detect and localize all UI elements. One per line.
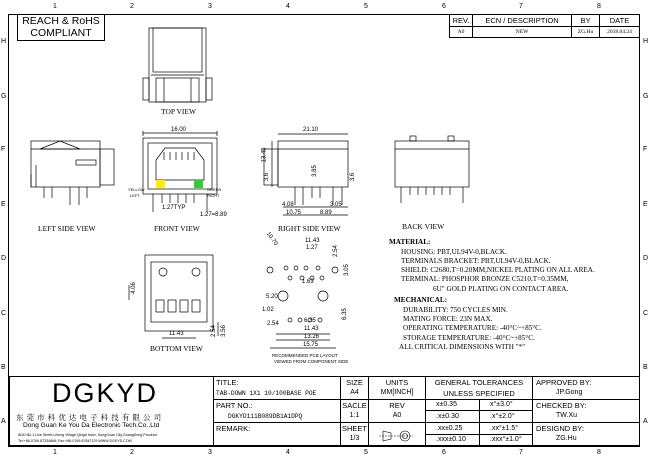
approved-value: JP.Gong [556,389,583,396]
checked-value: TW.Xu [556,412,578,419]
led-label-green: GREEN [207,187,222,192]
mechanical-line-5: ALL CRITICAL DIMENSIONS WITH "*" [399,343,526,351]
desc-value: NEW [473,27,572,38]
dim-pcb-8: 2.54 [267,321,279,327]
tol-linear-2: .xx±0.25 [436,425,463,432]
led-label-left: LEFT [130,193,140,198]
dim-side-c: 3.6 [350,172,357,182]
tol-angular-1: .x°±2.0° [490,413,515,420]
company-name-en: Dong Guan Ke You Da Electronic Tech.Co.,Ltd [23,422,160,429]
led-label-yellow: YELLOW [128,187,145,192]
approved-label: APPROVED BY: [536,378,592,387]
zone-row-c-right: C [643,310,649,317]
dim-side-a: 3.6 [264,172,271,182]
dim-side-d: 4.08 [282,202,294,208]
zone-col-5-bottom: 5 [364,449,368,456]
title-value: TAB-DOWN 1X1 10/100BASE POE [216,390,317,397]
mechanical-line-4: STORAGE TEMPERATURE: -40°C~+85°C. [403,334,535,342]
zone-col-2: 2 [130,3,134,10]
designed-value: ZG.Hu [556,435,577,442]
checked-label: CHECKED BY: [536,401,587,410]
scale-label: SACLE [342,401,367,410]
tol-linear-3: .xxx±0.10 [436,436,466,443]
material-line-1: HOUSING: PBT,UL94V-0,BLACK. [401,248,507,256]
front-view-label: FRONT VIEW [154,224,200,233]
dim-pcb-7: 1.02 [262,307,274,313]
rev-cell [368,399,426,423]
tol-angular-3-cell [479,434,533,446]
dim-pcb-6: 1.63 [302,279,314,285]
yellow-led [156,180,165,188]
tol-linear-1: .x±0.30 [436,413,459,420]
left-side-view-label: LEFT SIDE VIEW [38,224,96,233]
remark-cell [213,422,341,446]
company-logo: DGKYD [52,378,159,408]
rev-value: A0 [450,27,473,38]
zone-col-8: 8 [597,3,601,10]
back-view-label: BACK VIEW [402,222,445,231]
zone-col-4: 4 [286,3,290,10]
material-line-5: 6U" GOLD PLATING ON CONTACT AREA. [433,285,569,293]
zone-row-h: H [1,38,7,45]
zone-row-b-right: B [643,364,648,371]
back-view-drawing [395,136,469,203]
rev-header: REV. [450,15,473,27]
led-label-right: RIGHT [207,193,220,198]
tol-linear-3-cell [425,434,480,446]
scale-value: 1:1 [349,412,360,419]
zone-col-3-bottom: 3 [208,449,212,456]
zone-row-e: E [1,201,6,208]
mechanical-line-3: OPERATING TEMPERATURE: -40°C~+85°C. [403,324,542,332]
zone-col-4-bottom: 4 [286,449,290,456]
zone-col-6-bottom: 6 [442,449,446,456]
dim-pcb-10: 11.43 [304,326,319,332]
zone-row-d-right: D [643,255,649,262]
dim-bottom-d: 3.56 [220,325,227,337]
zone-col-2-bottom: 2 [130,449,134,456]
rev-label: REV [389,401,405,410]
material-line-3: SHIELD: C2680,T=0.20MM,NICKEL PLATING ON ALL AREA. [401,266,595,274]
dim-front-offset: 1.27=8.89 [200,212,227,218]
dim-side-f: 10.75 [286,210,302,216]
pcb-layout-label-2: VIEWED FROM COMPONENT SIDE [274,359,349,364]
bottom-view-label: BOTTOM VIEW [150,344,203,353]
dim-pcb-13: 3.05 [343,264,350,276]
tol-angular-0: x°±3.0° [490,401,513,408]
zone-col-6: 6 [442,3,446,10]
zone-row-f-right: F [643,146,648,153]
scale-cell [340,399,369,423]
designed-label: DESIGND BY: [536,424,584,433]
dim-bottom-b: 11.43 [169,331,184,337]
size-value: A4 [350,389,359,396]
title-label: TITLE: [216,378,239,387]
desc-header: ECN / DESCRIPTION [473,15,572,27]
tolerance-title-cell [425,376,533,400]
by-value: ZG.Hu [572,27,600,38]
dim-side-width: 21.10 [303,127,319,133]
dim-pcb-1: 11.43 [305,238,320,244]
checked-cell [532,399,640,423]
title-cell [213,376,341,400]
dim-side-b: 3.85 [311,165,318,177]
company-address: ADD:No.1 Live Street,Liheng Village,Qingxi town, DongGuan City,GuangDong Province [18,433,158,437]
projection-symbol-icon [369,423,427,447]
zone-row-g-right: G [643,93,649,100]
top-view-label: TOP VIEW [161,107,197,116]
sheet-label: SHEET [341,424,367,433]
zone-col-7-bottom: 7 [519,449,523,456]
zone-row-b: B [1,364,6,371]
green-led [194,180,203,188]
tolerance-title: GENERAL TOLERANCES [434,378,524,387]
dim-pcb-11: 13.26 [304,334,320,340]
sheet-cell [340,422,369,446]
pcb-layout-label-1: RECOMMENDED PCB LAYOUT [272,353,338,358]
dim-side-height: 13.45 [261,147,268,163]
dim-front-width: 16.00 [171,127,187,133]
dim-pcb-12: 15.75 [303,342,319,348]
dim-bottom-a: 4.06 [130,282,137,294]
rev-value-tb: A0 [392,412,402,419]
compliance-line-2: COMPLIANT [30,27,92,39]
zone-row-d: D [1,255,7,262]
zone-col-5: 5 [364,3,368,10]
zone-col-7: 7 [519,3,523,10]
zone-row-g: G [1,93,7,100]
tol-angular-2: .xx°±1.5° [490,425,519,432]
dim-pcb-2: 1.27 [306,245,318,251]
dim-pcb-14: 6.35 [341,308,348,320]
remark-label: REMARK: [216,424,251,433]
left-side-view-drawing [31,141,114,205]
material-line-2: TERMINALS BRACKET: PBT,UL94V-0,BLACK. [401,257,551,265]
zone-col-1: 1 [53,3,57,10]
zone-col-8-bottom: 8 [597,449,601,456]
units-value: MM[INCH] [380,389,414,396]
sheet-value: 1/3 [349,435,360,442]
mechanical-line-2: MATING FORCE: 23N MAX. [403,315,493,323]
tol-linear-0: x±0.35 [436,401,457,408]
dim-pcb-5: 5.20 [266,294,278,300]
part-value: DGKYD111B089DB1A1DPQ [228,413,303,420]
zone-col-1-bottom: 1 [53,449,57,456]
material-line-4: TERMINAL: PHOSPHOR BRONZE C5210,T=0.35MM, [401,275,569,283]
designed-cell [532,422,640,446]
projection-cell [368,422,426,446]
zone-row-a-right: A [643,418,648,425]
part-label: PART NO.: [216,401,253,410]
dim-pcb-3: 10.70 [264,231,279,247]
tolerance-subtitle: UNLESS SPECIFIED [443,389,515,398]
size-label: SIZE [346,378,363,387]
part-cell [213,399,341,423]
date-header: DATE [600,15,640,27]
tol-angular-3: .xxx°±1.0° [490,436,522,443]
dim-front-pitch: 1.27TYP [162,205,186,211]
dim-side-e: 3.05 [330,202,342,208]
company-name-cn: 东 莞 市 科 优 达 电 子 科 技 有 限 公 司 [16,413,162,422]
approved-cell [532,376,640,400]
size-cell [340,376,369,400]
right-side-view-label: RIGHT SIDE VIEW [278,224,341,233]
zone-row-a: A [1,418,6,425]
zone-row-e-right: E [643,201,648,208]
bottom-view-drawing [129,255,218,338]
date-value: 2018.04.24 [600,27,640,38]
zone-row-h-right: H [643,38,649,45]
zone-row-c: C [1,310,7,317]
dim-side-g: 8.89 [320,210,332,216]
mechanical-line-1: DURABILITY: 750 CYCLES MIN. [403,306,508,314]
zone-row-f: F [1,146,6,153]
top-view-drawing [143,28,212,102]
front-view-drawing [143,131,220,212]
units-label: UNITS [385,378,409,387]
units-cell [368,376,426,400]
mechanical-title: MECHANICAL: [394,296,448,304]
zone-col-3: 3 [208,3,212,10]
dim-pcb-9: 6.35 [304,318,316,324]
company-cell [9,376,214,446]
by-header: BY [572,15,600,27]
dim-pcb-4: 2.54 [332,245,339,257]
title-block [9,376,640,446]
dim-bottom-c: 2.54 [210,325,217,337]
material-title: MATERIAL: [389,238,431,246]
company-contact: Tel:+86-0769-87334666; Fax:+86-0769-87847129 WWW.DGKYD.COM [18,439,132,443]
compliance-line-1: REACH & RoHS [22,15,100,27]
